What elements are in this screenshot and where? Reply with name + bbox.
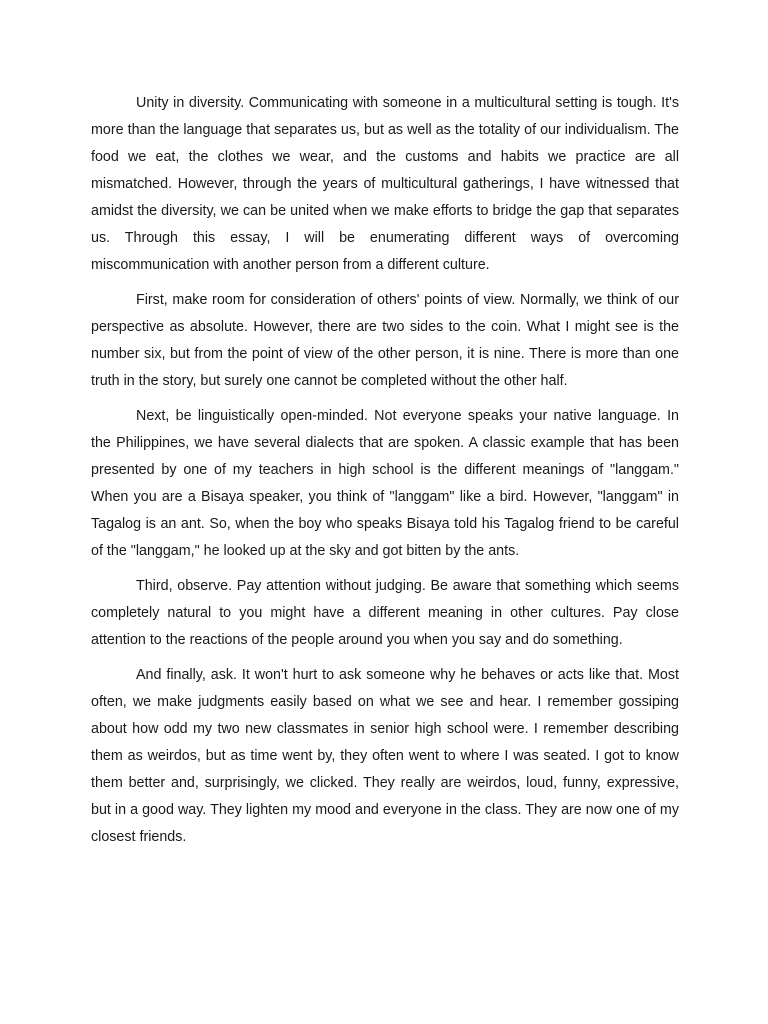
paragraph-first: First, make room for consideration of others' points of view. Normally, we think of our perspective as absolute. However, there are two sides to the coin. What I might see is the number six, but from the point of view of the other person, it is nine. There is more than one truth in the story, but surely one cannot be completed without the other half. — [91, 292, 679, 389]
paragraph-finally: And finally, ask. It won't hurt to ask someone why he behaves or acts like that. Most often, we make judgments easily based on what we see and hear. I remember gossiping about how odd my two new classmates in senior high school were. I remember describing them as weirdos, but as time went by, they often went to where I was seated. I got to know them better and, surprisingly, we clicked. They really are weirdos, loud, funny, expressive, but in a good way. They lighten my mood and everyone in the class. They are now one of my closest friends. — [91, 667, 679, 845]
paragraph-third: Third, observe. Pay attention without judging. Be aware that something which seems completely natural to you might have a different meaning in other cultures. Pay close attention to the reactions of the people around you when you say and do something. — [91, 578, 679, 648]
paragraph-intro: Unity in diversity. Communicating with someone in a multicultural setting is tough. It's more than the language that separates us, but as well as the totality of our individualism. The food we eat, the clothes we wear, and the customs and habits we practice are all mismatched. However, through the years of multicultural gatherings, I have witnessed that amidst the diversity, we can be united when we make efforts to bridge the gap that separates us. Through this essay, I will be enumerating different ways of overcoming miscommunication with another person from a different culture. — [91, 95, 679, 273]
paragraph-next: Next, be linguistically open-minded. Not everyone speaks your native language. In the Philippines, we have several dialects that are spoken. A classic example that has been presented by one of my teachers in high school is the different meanings of "langgam." When you are a Bisaya speaker, you think of "langgam" like a bird. However, "langgam" in Tagalog is an ant. So, when the boy who speaks Bisaya told his Tagalog friend to be careful of the "langgam," he looked up at the sky and got bitten by the ants. — [91, 408, 679, 559]
